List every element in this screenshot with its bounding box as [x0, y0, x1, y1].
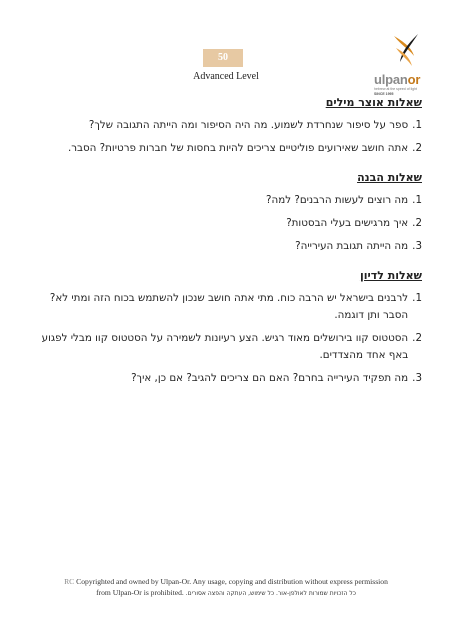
discussion-section-title: שאלות לדיון — [359, 269, 422, 282]
comprehension-section-title: שאלות הבנה — [357, 171, 422, 184]
page-number-badge: 50 — [203, 49, 243, 67]
vocab-section — [30, 96, 422, 157]
comprehension-question — [30, 215, 422, 232]
worksheet-content — [30, 96, 422, 393]
level-heading: Advanced Level — [193, 71, 259, 82]
question-text: מה תפקיד העירייה בחרם? האם הם צריכים להגיב? אם כן, איך? — [131, 372, 409, 384]
question-number: 2. — [412, 217, 422, 229]
logo-wordmark: ulpanor — [374, 72, 421, 87]
question-number: 3. — [412, 240, 422, 252]
question-text: לרבנים בישראל יש הרבה כוח. מתי אתה חושב שנכון להשתמש בכוח הזה ומתי לא? הסבר ותן דוגמה. — [49, 292, 409, 321]
question-text: ספר על סיפור שנחרדת לשמוע. מה היה הסיפור ומה הייתה התגובה שלך? — [88, 119, 409, 131]
vocab-section-title: שאלות אוצר מילים — [325, 96, 422, 109]
footer-line-1 — [0, 576, 452, 587]
question-text: אתה חושב שאירועים פוליטיים צריכים להיות בחסות של חברות פרטיות? הסבר. — [67, 142, 409, 154]
footer-prohibited-text: from Ulpan-Or is prohibited. — [96, 588, 184, 597]
logo-since: SINCE 1995 — [374, 91, 394, 96]
question-number: 3. — [412, 372, 422, 384]
comprehension-question — [30, 192, 422, 209]
vocab-question — [30, 140, 422, 157]
question-number: 1. — [412, 292, 422, 304]
ulpanor-logo — [370, 32, 442, 96]
question-text: מה הייתה תגובת העירייה? — [295, 240, 409, 252]
question-number: 1. — [412, 119, 422, 131]
footer-copyright-text: Copyrighted and owned by Ulpan-Or. Any usage, copying and distribution without express permission — [76, 577, 388, 586]
question-number: 2. — [412, 332, 422, 344]
question-text: איך מרגישים בעלי הבסטות? — [286, 217, 409, 229]
discussion-section — [30, 269, 422, 387]
discussion-question — [30, 330, 422, 364]
question-number: 2. — [412, 142, 422, 154]
discussion-question — [30, 290, 422, 324]
comprehension-section — [30, 171, 422, 255]
vocab-question — [30, 117, 422, 134]
question-text: הסטטוס קוו בירושלים מאוד רגיש. הצע רעיונות לשמירה על הסטטוס קוו מבלי לפגוע באף אחד מהצדדים. — [41, 332, 409, 361]
copyright-footer — [0, 576, 452, 599]
footer-hebrew-text: כל הזכויות שמורות לאולפן-אור. כל שימוש, העתקה והפצה אסורים. — [185, 590, 356, 597]
question-text: מה רוצים לעשות הרבנים? למה? — [266, 194, 409, 206]
discussion-question — [30, 370, 422, 387]
logo-tagline: hebrew at the speed of light — [374, 87, 418, 91]
flame-logo-icon — [386, 32, 426, 70]
comprehension-question — [30, 238, 422, 255]
footer-line-2 — [0, 587, 452, 599]
question-number: 1. — [412, 194, 422, 206]
footer-rc: RC — [64, 577, 75, 586]
